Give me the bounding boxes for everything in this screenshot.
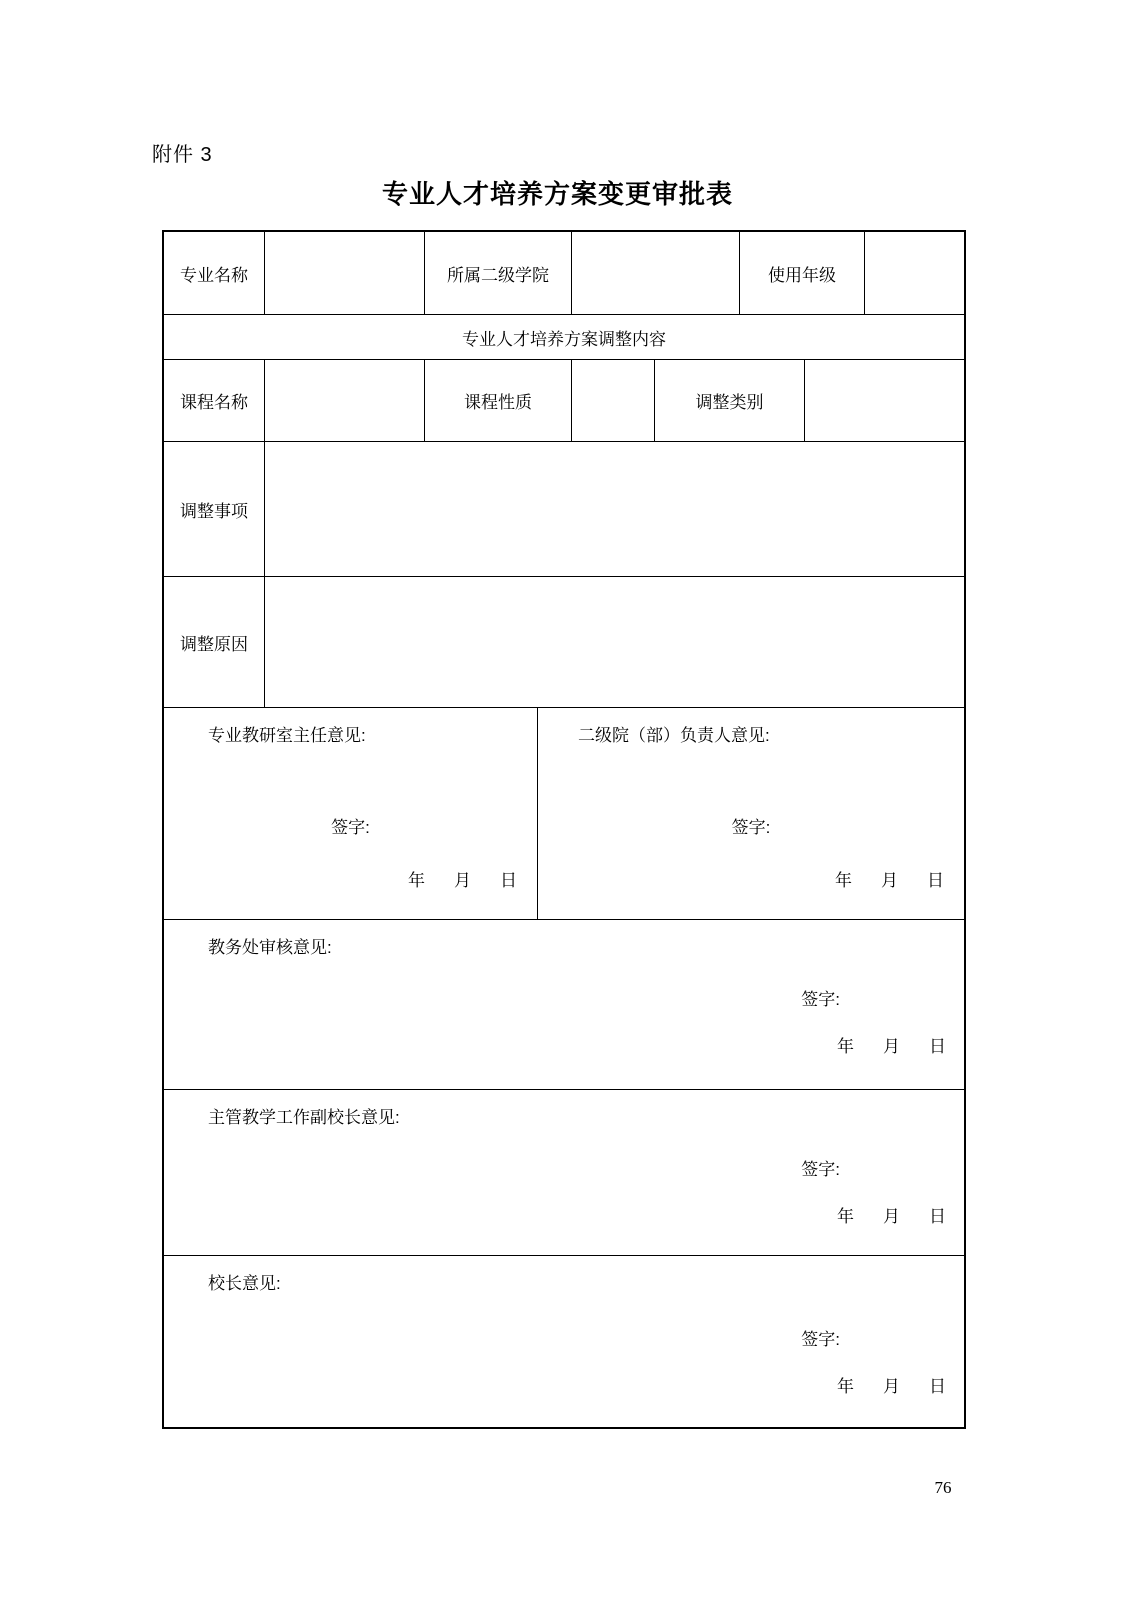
course-row — [164, 360, 964, 442]
adjust-items-label: 调整事项 — [164, 442, 265, 576]
info-row — [164, 232, 964, 315]
academic-affairs-opinion-row — [164, 920, 964, 1090]
academic-affairs-opinion-label: 教务处审核意见: — [208, 938, 332, 957]
section-title: 专业人才培养方案调整内容 — [462, 329, 666, 349]
course-name-label: 课程名称 — [164, 360, 265, 441]
college-head-opinion-cell — [538, 708, 964, 919]
date-label: 年 月 日 — [408, 871, 523, 890]
section-title-row — [164, 315, 964, 360]
adjust-reason-label: 调整原因 — [164, 577, 265, 707]
academic-affairs-opinion-cell — [164, 920, 964, 1089]
date-label: 年 月 日 — [837, 1037, 952, 1056]
vice-president-opinion-label: 主管教学工作副校长意见: — [208, 1108, 400, 1127]
president-opinion-cell — [164, 1256, 964, 1427]
adjust-category-label: 调整类别 — [655, 360, 805, 441]
course-nature-label: 课程性质 — [425, 360, 572, 441]
grade-label: 使用年级 — [740, 232, 865, 314]
adjust-items-value-cell — [265, 442, 964, 576]
adjust-reason-row — [164, 577, 964, 708]
major-name-label: 专业名称 — [164, 232, 265, 314]
page-title: 专业人才培养方案变更审批表 — [381, 179, 733, 209]
grade-value-cell — [865, 232, 964, 314]
college-head-opinion-label: 二级院（部）负责人意见: — [578, 726, 770, 745]
course-name-value-cell — [265, 360, 425, 441]
vice-president-opinion-cell — [164, 1090, 964, 1255]
teaching-office-director-opinion-label: 专业教研室主任意见: — [208, 726, 366, 745]
page-number: 76 — [934, 1478, 952, 1497]
adjust-reason-value-cell — [265, 577, 964, 707]
president-opinion-row — [164, 1256, 964, 1427]
approval-form-table — [162, 230, 966, 1429]
president-opinion-label: 校长意见: — [208, 1274, 281, 1293]
college-label: 所属二级学院 — [425, 232, 572, 314]
sign-label: 签字: — [331, 818, 370, 837]
date-label: 年 月 日 — [837, 1377, 952, 1396]
adjust-category-value-cell — [805, 360, 964, 441]
sign-label: 签字: — [801, 1330, 840, 1349]
college-value-cell — [572, 232, 740, 314]
course-nature-value-cell — [572, 360, 655, 441]
major-name-value-cell — [265, 232, 425, 314]
sign-label: 签字: — [801, 990, 840, 1009]
sign-label: 签字: — [731, 818, 771, 837]
dual-opinion-row — [164, 708, 964, 920]
date-label: 年 月 日 — [835, 871, 950, 890]
sign-label: 签字: — [801, 1160, 840, 1179]
adjust-items-row — [164, 442, 964, 577]
date-label: 年 月 日 — [837, 1207, 952, 1226]
attachment-label: 附件 3 — [152, 144, 213, 166]
vice-president-opinion-row — [164, 1090, 964, 1256]
teaching-office-director-opinion-cell — [164, 708, 538, 919]
